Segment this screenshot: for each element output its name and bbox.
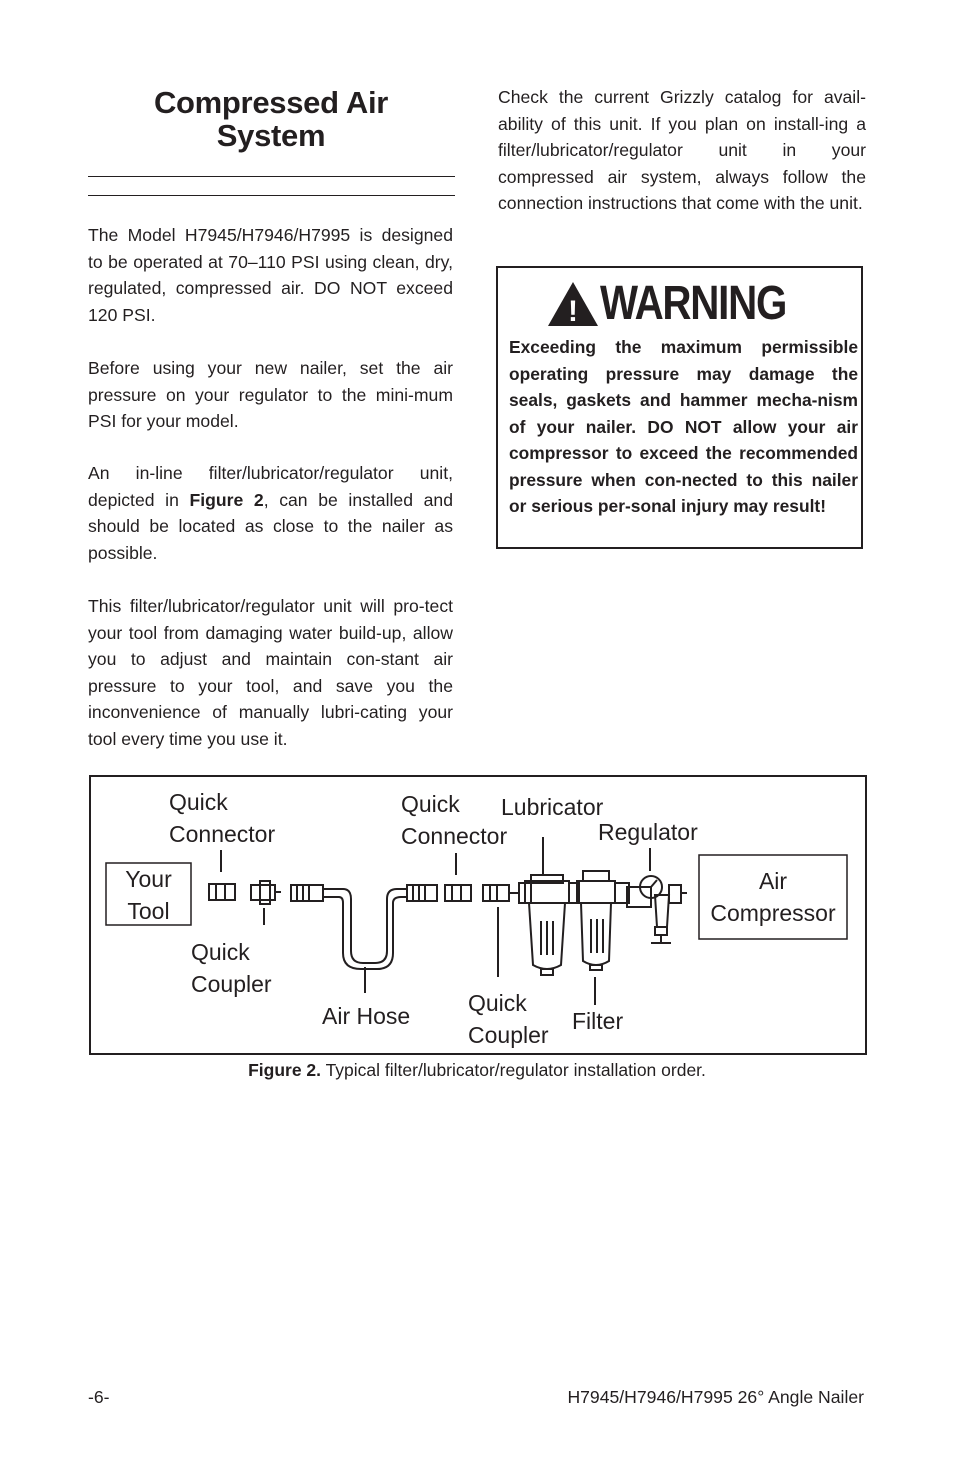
label-air-compressor (699, 866, 847, 929)
label-quick-connector-2-line1: Quick (401, 791, 460, 817)
warning-heading: WARNING (600, 277, 787, 330)
label-quick-connector-2 (401, 789, 507, 852)
paragraph-catalog: Check the current Grizzly catalog for avail-ability of this unit. If you plan on install-ing a filter/lubricator/regulator unit in your compressed air system, always follow the connection instructions that come with the unit. (498, 87, 866, 213)
label-air-compressor-line2: Compressor (710, 899, 836, 926)
label-your-tool-line1: Your (125, 866, 172, 892)
regulator-unit (615, 876, 681, 943)
warning-header (546, 276, 821, 332)
quick-coupler-1-part (251, 881, 281, 904)
page-number: -6- (88, 1387, 110, 1407)
paragraph-unit-benefits: This filter/lubricator/regulator unit will pro-tect your tool from damaging water build-up, allow you to adjust and maintain con-stant air pressure to your tool, and save you the inconvenience of manually lubri-cating your tool every time you use it. (88, 596, 453, 749)
label-quick-connector-1 (169, 787, 275, 850)
footer-model: H7945/H7946/H7995 26° Angle Nailer (567, 1387, 864, 1407)
paragraph-inline-unit (88, 460, 453, 566)
warning-text: Exceeding the maximum permissible operating pressure may damage the seals, gaskets and hammer mecha-nism of your nailer. DO NOT allow your air compressor to exceed the recommended pressure when con-nected to this nailer or serious per-sonal injury may result! (509, 337, 858, 516)
label-quick-connector-1-line2: Connector (169, 820, 276, 847)
label-quick-coupler-2 (468, 988, 549, 1051)
hose-fitting-right (407, 885, 437, 901)
figure-caption (0, 1060, 954, 1081)
figure-caption-label: Figure 2. (248, 1060, 322, 1080)
section-title-line2: System (216, 118, 326, 153)
section-title (88, 86, 454, 152)
warning-triangle-icon (546, 280, 600, 328)
label-quick-coupler-1 (191, 937, 272, 1000)
label-quick-connector-1-line1: Quick (169, 789, 228, 815)
quick-connector-1-part (209, 884, 235, 900)
label-regulator: Regulator (598, 819, 698, 845)
filter-unit (569, 871, 615, 970)
hose-fitting-left (291, 885, 323, 901)
label-your-tool-line2: Tool (127, 897, 170, 924)
label-air-hose: Air Hose (322, 1003, 411, 1029)
label-quick-connector-2-line2: Connector (401, 822, 508, 849)
section-title-line1: Compressed Air (153, 85, 389, 120)
lubricator-unit (519, 875, 569, 975)
label-air-compressor-line1: Air (758, 868, 788, 894)
label-quick-coupler-1-line1: Quick (191, 939, 250, 965)
quick-connector-2-part (445, 885, 471, 901)
label-your-tool (106, 864, 191, 927)
label-quick-coupler-1-line2: Coupler (191, 970, 272, 997)
label-quick-coupler-2-line2: Coupler (468, 1021, 549, 1048)
warning-exclamation: ! (568, 295, 578, 328)
figure-caption-text: Typical filter/lubricator/regulator installation order. (321, 1060, 706, 1080)
paragraph-inline-unit-text1: An in-line filter/lubricator/regulator unit, depicted in (88, 463, 453, 510)
figure-reference: Figure 2 (189, 489, 264, 510)
label-filter: Filter (572, 1008, 624, 1034)
paragraph-set-pressure: Before using your new nailer, set the air pressure on your regulator to the mini-mum PSI for your model. (88, 358, 453, 431)
paragraph-operating-pressure: The Model H7945/H7946/H7995 is designed to be operated at 70–110 PSI using clean, dry, regulated, compressed air. DO NOT exceed 120 PSI. (88, 225, 453, 325)
quick-coupler-2-part (483, 885, 519, 901)
title-rule-bottom (88, 195, 455, 196)
label-quick-coupler-2-line1: Quick (468, 990, 527, 1016)
air-hose-inner (323, 897, 407, 969)
title-rule-top (88, 176, 455, 177)
label-lubricator: Lubricator (501, 794, 604, 820)
paragraph-inline-unit-text2: , can be installed and should be located as close to the nailer as possible. (88, 489, 453, 563)
